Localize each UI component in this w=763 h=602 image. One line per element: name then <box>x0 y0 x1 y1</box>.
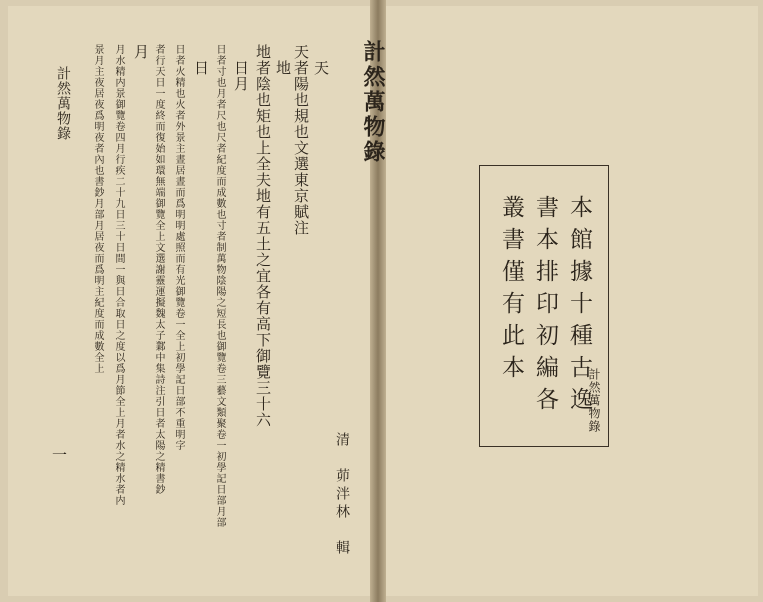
text-column-1: 天 <box>312 60 330 76</box>
text-column-6: 日者寸也月者尺也尺者紀度而成數也寸者制萬物陰陽之短長也御覽卷三藝文類聚卷一初學記日部月部 <box>214 44 225 528</box>
text-column-9: 者行天日一度終而復始如環無端御覽全上文選謝靈運擬魏太子鄴中集詩注引日者太陽之精書鈔 <box>153 44 164 495</box>
box-line-2: 書本排印初編各 <box>532 195 558 419</box>
book-author: 清 茆泮林 輯 <box>334 432 350 558</box>
text-column-7: 日 <box>192 60 210 76</box>
text-column-4: 地者陰也矩也上全夫地有五土之宜各有高下御覽三十六 <box>254 44 272 428</box>
box-line-1: 本館據十種古逸 <box>566 195 592 419</box>
text-column-2: 天者陽也規也文選東京賦注 <box>292 44 310 236</box>
left-running-head: 計然萬物錄 <box>55 66 71 141</box>
page-number: 一 <box>52 446 68 464</box>
book-title: 計然萬物錄 <box>360 40 386 165</box>
box-line-3: 叢書僅有此本 <box>498 195 524 387</box>
box-label: 計然萬物錄 <box>587 368 601 433</box>
text-column-3: 地 <box>274 60 292 76</box>
text-column-12: 景月主夜居夜爲明夜者內也書鈔月部月居夜而爲明主紀度而成數全上 <box>92 44 103 374</box>
text-column-10: 月 <box>132 44 150 60</box>
text-column-5: 日月 <box>232 60 250 92</box>
text-column-11: 月水精内景御覽卷四月行疾二十九日三十日間一與日合取日之度以爲月節全上月者水之精水者内 <box>113 44 124 506</box>
text-column-8: 日者火精也火者外景主晝居晝而爲明明處照而有光御覽卷一全上初學記日部不重明字 <box>173 44 184 451</box>
